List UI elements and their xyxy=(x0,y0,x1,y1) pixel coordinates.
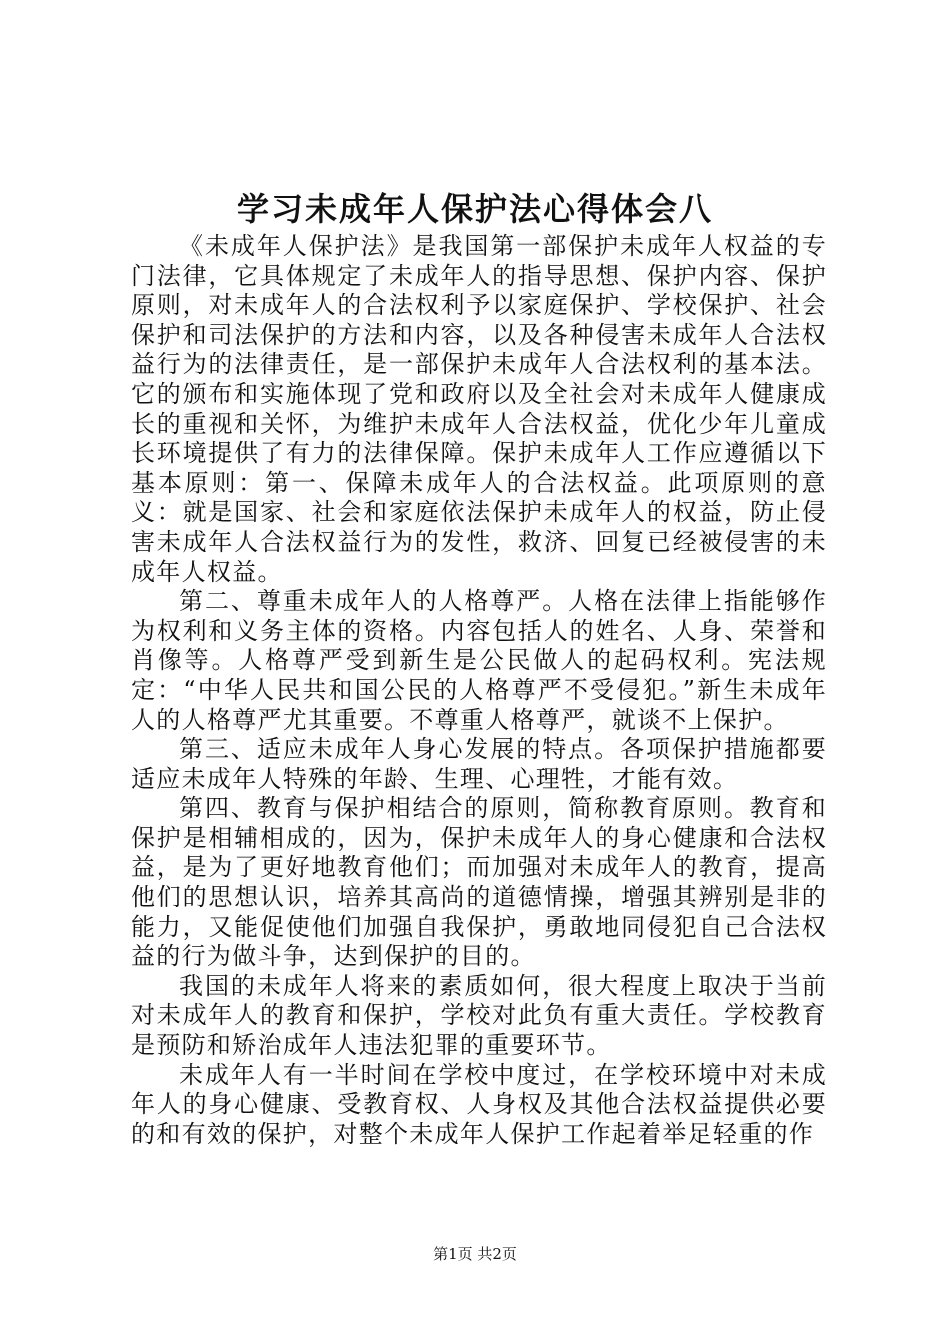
paragraph-1: 《未成年人保护法》是我国第一部保护未成年人权益的专门法律，它具体规定了未成年人的指导思想、保护内容、保护原则，对未成年人的合法权利予以家庭保护、学校保护、社会保护和司法保护的方法和内容，以及各种侵害未成年人合法权益行为的法律责任，是一部保护未成年人合法权利的基本法。它的颁布和实施体现了党和政府以及全社会对未成年人健康成长的重视和关怀，为维护未成年人合法权益，优化少年儿童成长环境提供了有力的法律保障。保护未成年人工作应遵循以下基本原则：第一、保障未成年人的合法权益。此项原则的意义：就是国家、社会和家庭依法保护未成年人的权益，防止侵害未成年人合法权益行为的发性，救济、回复已经被侵害的未成年人权益。 xyxy=(131,232,827,586)
document-title: 学习未成年人保护法心得体会八 xyxy=(236,190,713,228)
paragraph-5: 我国的未成年人将来的素质如何，很大程度上取决于当前对未成年人的教育和保护，学校对此负有重大责任。学校教育是预防和矫治成年人违法犯罪的重要环节。 xyxy=(131,971,827,1060)
page-footer xyxy=(0,1244,950,1264)
paragraph-4: 第四、教育与保护相结合的原则，简称教育原则。教育和保护是相辅相成的，因为，保护未成年人的身心健康和合法权益，是为了更好地教育他们；而加强对未成年人的教育，提高他们的思想认识，培养其高尚的道德情操，增强其辨别是非的能力，又能促使他们加强自我保护，勇敢地同侵犯自己合法权益的行为做斗争，达到保护的目的。 xyxy=(131,794,827,971)
document-body xyxy=(131,232,827,1149)
paragraph-2: 第二、尊重未成年人的人格尊严。人格在法律上指能够作为权利和义务主体的资格。内容包括人的姓名、人身、荣誉和肖像等。人格尊严受到新生是公民做人的起码权利。宪法规定：“中华人民共和国公民的人格尊严不受侵犯。”新生未成年人的人格尊严尤其重要。不尊重人格尊严，就谈不上保护。 xyxy=(131,587,827,734)
paragraph-6: 未成年人有一半时间在学校中度过，在学校环境中对未成年人的身心健康、受教育权、人身权及其他合法权益提供必要的和有效的保护，对整个未成年人保护工作起着举足轻重的作 xyxy=(131,1060,827,1148)
paragraph-3: 第三、适应未成年人身心发展的特点。各项保护措施都要适应未成年人特殊的年龄、生理、心理牲，才能有效。 xyxy=(131,735,827,793)
page-number: 第1页 共2页 xyxy=(433,1245,517,1263)
